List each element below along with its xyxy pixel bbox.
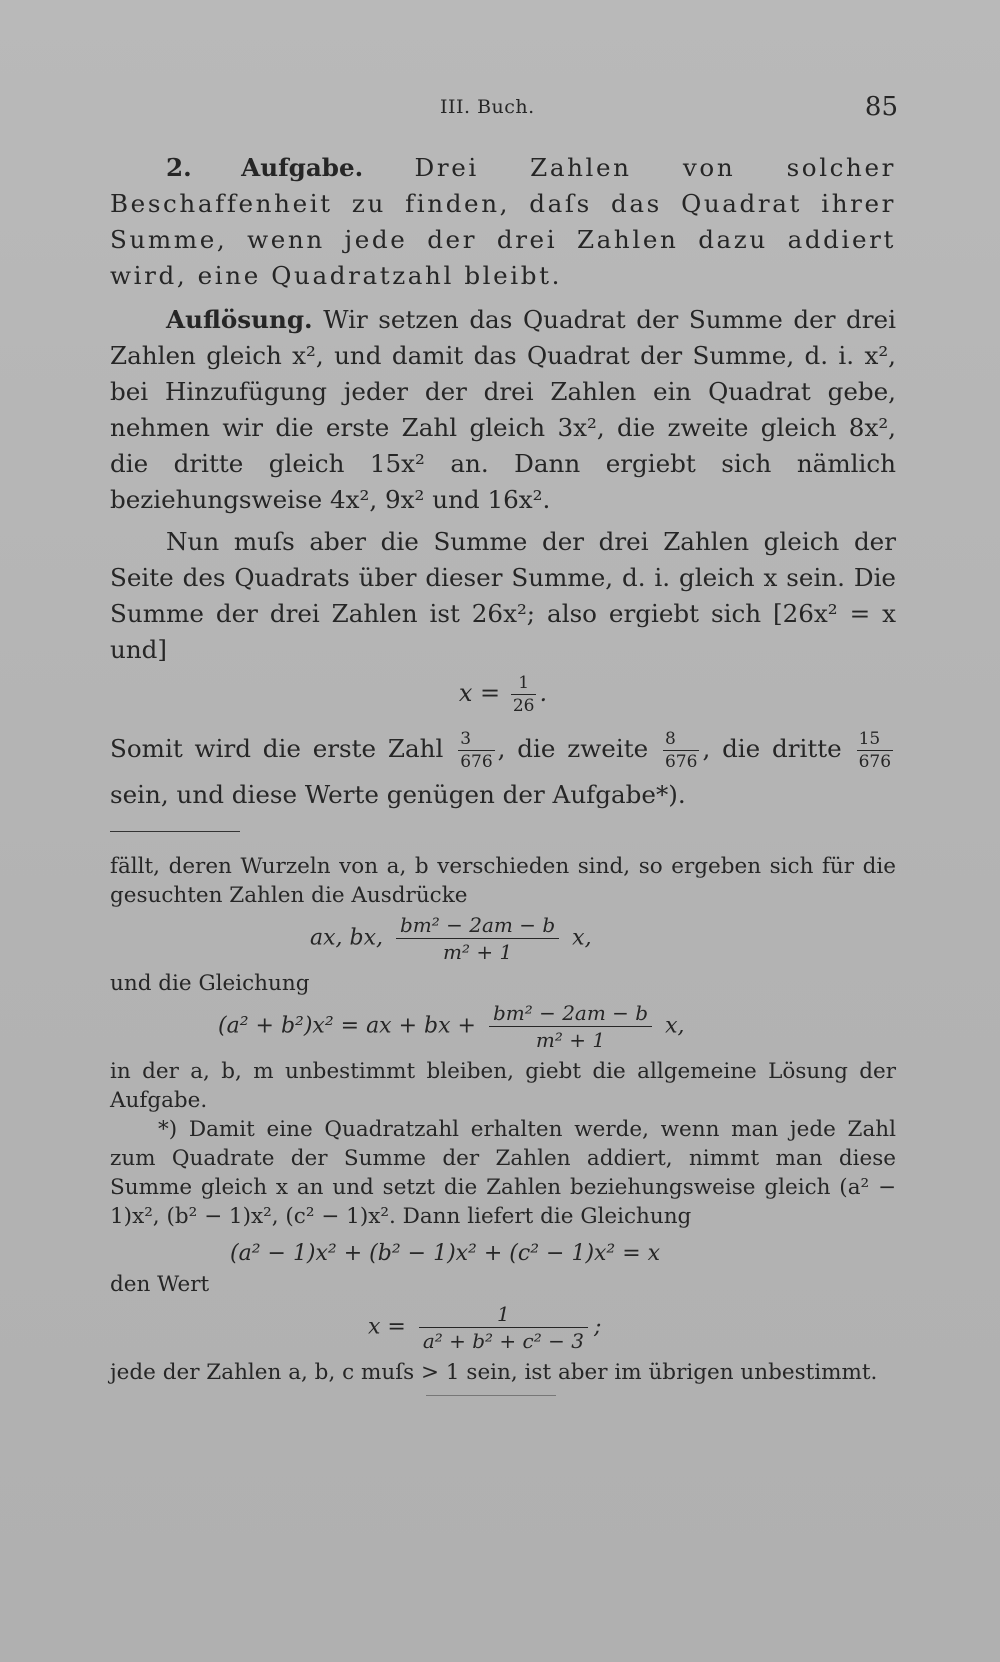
expr2-fraction (489, 1000, 652, 1053)
somit-fraction-2 (663, 728, 699, 773)
page-number: 85 (864, 92, 898, 122)
footnote-paragraph-4: *) Damit eine Quadratzahl erhalten werde, wenn man jede Zahl zum Quadrate der Summe der Zahlen addiert, nimmt man diese Summe gleich x an und setzt die Zahlen beziehungsweise gleich (a² − 1)x², (b² − 1)x², (c² − 1)x². Dann liefert die Gleichung (110, 1117, 896, 1229)
expr4-lhs: x = (368, 1314, 406, 1340)
somit-f3-denominator: 676 (858, 752, 892, 772)
expr1-numerator: bm² − 2am − b (400, 913, 556, 937)
somit-fraction-3 (857, 728, 893, 773)
somit-f2-numerator: 8 (664, 729, 676, 749)
equation-x-lhs: x = (458, 679, 501, 707)
aufgabe-text: Drei Zahlen von solcher Beschaffenheit zu finden, daſs das Quadrat ihrer Summe, wenn jede der drei Zahlen dazu addiert wird, eine Quadratzahl bleibt. (110, 153, 896, 290)
equation-x-numerator: 1 (518, 673, 530, 693)
footnote-paragraph-6: jede der Zahlen a, b, c muſs > 1 sein, ist aber im übrigen unbestimmt. (110, 1360, 878, 1385)
expr2-numerator: bm² − 2am − b (492, 1001, 649, 1025)
end-ornament-line (426, 1395, 556, 1396)
footnote-paragraph-2: und die Gleichung (110, 971, 310, 996)
footnote-expression-1 (110, 912, 896, 965)
expr4-numerator: 1 (497, 1302, 510, 1326)
somit-line (110, 721, 896, 777)
somit-part2: , die zweite (497, 734, 649, 763)
aufgabe-paragraph (110, 150, 896, 294)
aufloesung-label: Auflösung. (166, 305, 313, 334)
nun-paragraph: Nun muſs aber die Summe der drei Zahlen gleich der Seite des Quadrats über dieser Summe, d. i. gleich x sein. Die Summe der drei Zahlen ist 26x²; also ergiebt sich [26x² = x und] (110, 527, 896, 664)
expr2-rhs: x, (665, 1013, 685, 1039)
aufgabe-label: 2. Aufgabe. (166, 153, 364, 182)
somit-part3: , die dritte (702, 734, 842, 763)
footnote-rule (110, 831, 240, 832)
page-header (110, 92, 900, 126)
footnote-expression-4 (110, 1301, 896, 1354)
equation-x (110, 672, 896, 717)
aufloesung-text: Wir setzen das Quadrat der Summe der drei Zahlen gleich x², und damit das Quadrat der Summe, d. i. x², bei Hinzufügung jeder der drei Zahlen ein Quadrat gebe, nehmen wir die erste Zahl gleich 3x², die zweite gleich 8x², die dritte gleich 15x² an. Dann ergiebt sich nämlich beziehungsweise 4x², 9x² und 16x². (110, 305, 896, 514)
expr1-lhs: ax, bx, (310, 925, 383, 951)
footnote-expression-2 (110, 1000, 896, 1053)
expr4-fraction (419, 1301, 588, 1354)
page-body (110, 150, 896, 1396)
somit-f3-numerator: 15 (858, 729, 881, 749)
somit-fraction-1 (458, 728, 494, 773)
footnote-paragraph-5: den Wert (110, 1272, 210, 1297)
footnote-expression-3: (a² − 1)x² + (b² − 1)x² + (c² − 1)x² = x (230, 1241, 661, 1266)
somit-part1: Somit wird die erste Zahl (110, 734, 444, 763)
expr1-fraction (396, 912, 559, 965)
running-head: III. Buch. (440, 96, 535, 118)
equation-x-fraction (511, 672, 537, 717)
somit-f1-denominator: 676 (460, 752, 493, 772)
expr2-denominator: m² + 1 (489, 1026, 652, 1053)
somit-f2-denominator: 676 (664, 752, 698, 772)
somit-f1-numerator: 3 (460, 729, 472, 749)
aufloesung-paragraph (110, 302, 896, 518)
expr1-rhs: x, (572, 925, 592, 951)
equation-x-denominator: 26 (512, 696, 535, 716)
expr4-denominator: a² + b² + c² − 3 (419, 1327, 588, 1354)
footnote-paragraph-3: in der a, b, m unbestimmt bleiben, giebt die allgemeine Lösung der Aufgabe. (110, 1059, 896, 1113)
equation-x-end: . (539, 679, 548, 707)
expr4-rhs: ; (593, 1314, 602, 1340)
footnote-paragraph-1: fällt, deren Wurzeln von a, b verschieden sind, so ergeben sich für die gesuchten Zahlen die Ausdrücke (110, 854, 896, 908)
sein-paragraph: sein, und diese Werte genügen der Aufgabe*). (110, 780, 686, 809)
expr1-denominator: m² + 1 (396, 938, 559, 965)
expr2-lhs: (a² + b²)x² = ax + bx + (218, 1013, 476, 1039)
